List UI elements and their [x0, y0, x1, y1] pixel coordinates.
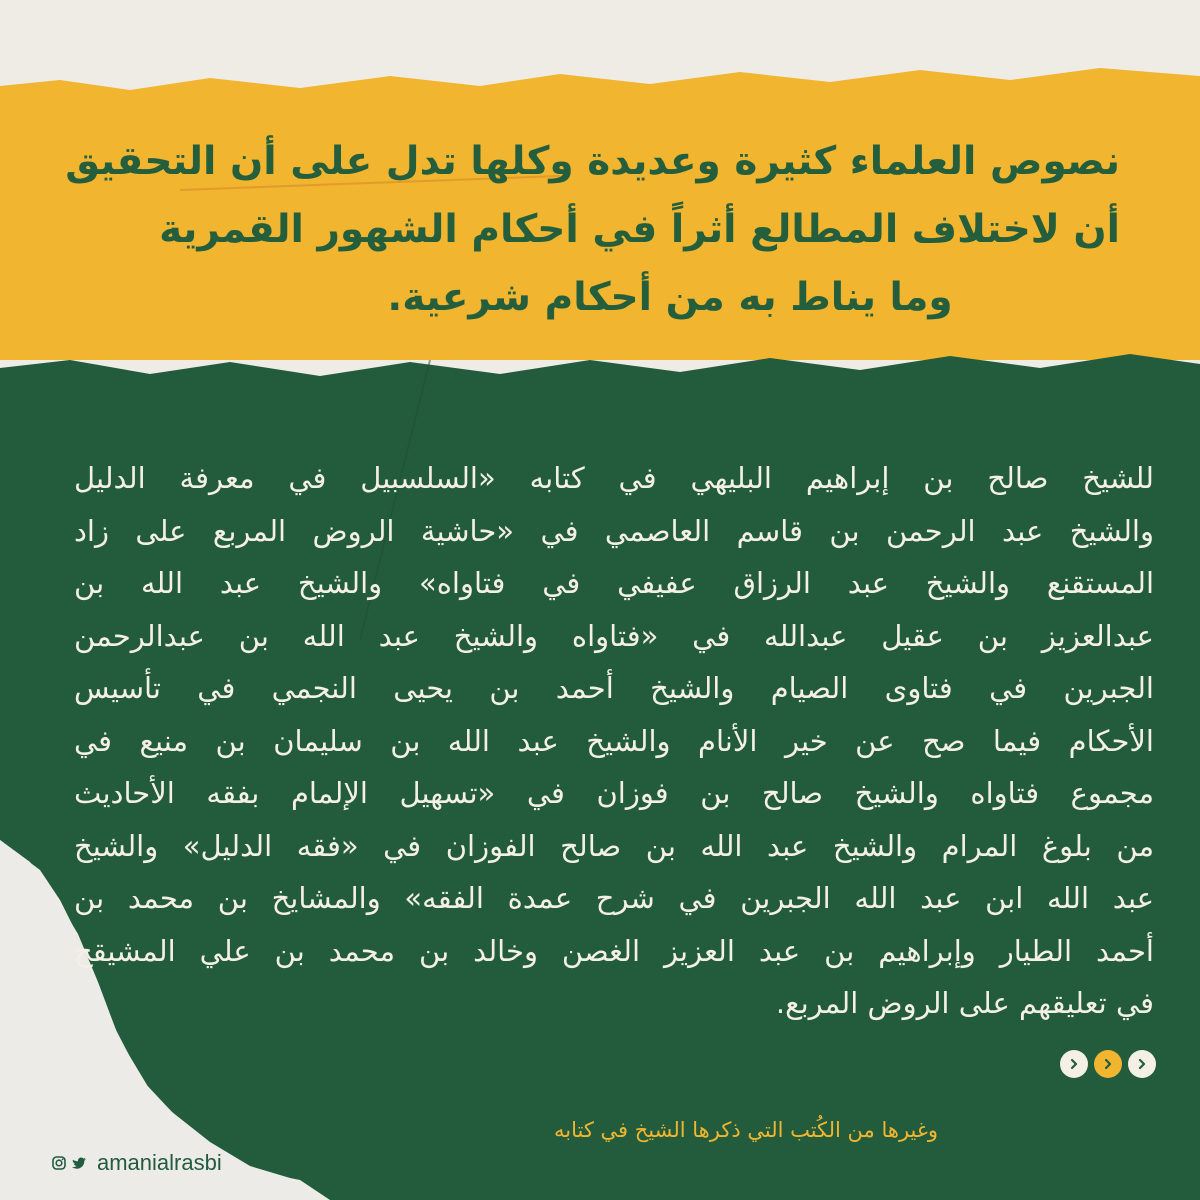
social-handle-text: amanialrasbi [97, 1150, 222, 1175]
social-handle[interactable] [52, 1150, 222, 1176]
body-line: أحمد الطيار وإبراهيم بن عبد العزيز الغصن وخالد بن محمد بن علي المشيقح [74, 933, 1154, 968]
body-line: عبدالعزيز بن عقيل عبدالله في «فتاواه والشيخ عبد الله بن عبدالرحمن [74, 618, 1154, 653]
body-line: مجموع فتاواه والشيخ صالح بن فوزان في «تسهيل الإلمام بفقه الأحاديث [74, 776, 1154, 810]
body-line: من بلوغ المرام والشيخ عبد الله بن صالح الفوزان في «فقه الدليل» والشيخ [74, 828, 1154, 863]
body-line: في تعليقهم على الروض المربع. [775, 986, 1154, 1020]
body-line: والشيخ عبد الرحمن بن قاسم العاصمي في «حاشية الروض المربع على زاد [74, 513, 1154, 548]
instagram-icon [52, 1156, 66, 1170]
headline-line: نصوص العلماء كثيرة وعديدة وكلها تدل على أن التحقيق [65, 139, 1120, 184]
twitter-icon [72, 1157, 87, 1170]
headline [65, 128, 1120, 332]
next-arrow-button[interactable] [1094, 1050, 1122, 1078]
chevron-right-icon [1135, 1057, 1149, 1071]
headline-line: أن لاختلاف المطالع أثراً في أحكام الشهور القمرية [159, 207, 1120, 252]
body-line: عبد الله ابن عبد الله الجبرين في شرح عمدة الفقه» والمشايخ بن محمد بن [74, 881, 1154, 915]
headline-line: وما يناط به من أحكام شرعية. [387, 275, 953, 320]
swipe-indicator [1060, 1050, 1156, 1078]
body-paragraph [74, 452, 1154, 1030]
footer-note: وغيرها من الكُتب التي ذكرها الشيخ في كتابه [554, 1118, 938, 1142]
next-arrow-button[interactable] [1060, 1050, 1088, 1078]
body-line: الجبرين في فتاوى الصيام والشيخ أحمد بن يحيى النجمي في تأسيس [74, 671, 1154, 705]
chevron-right-icon [1101, 1057, 1115, 1071]
body-line: الأحكام فيما صح عن خير الأنام والشيخ عبد الله بن سليمان بن منيع في [74, 723, 1154, 758]
next-arrow-button[interactable] [1128, 1050, 1156, 1078]
body-line: المستقنع والشيخ عبد الرزاق عفيفي في فتاواه» والشيخ عبد الله بن [74, 566, 1154, 600]
body-line: للشيخ صالح بن إبراهيم البليهي في كتابه «السلسبيل في معرفة الدليل [74, 461, 1154, 495]
chevron-right-icon [1067, 1057, 1081, 1071]
